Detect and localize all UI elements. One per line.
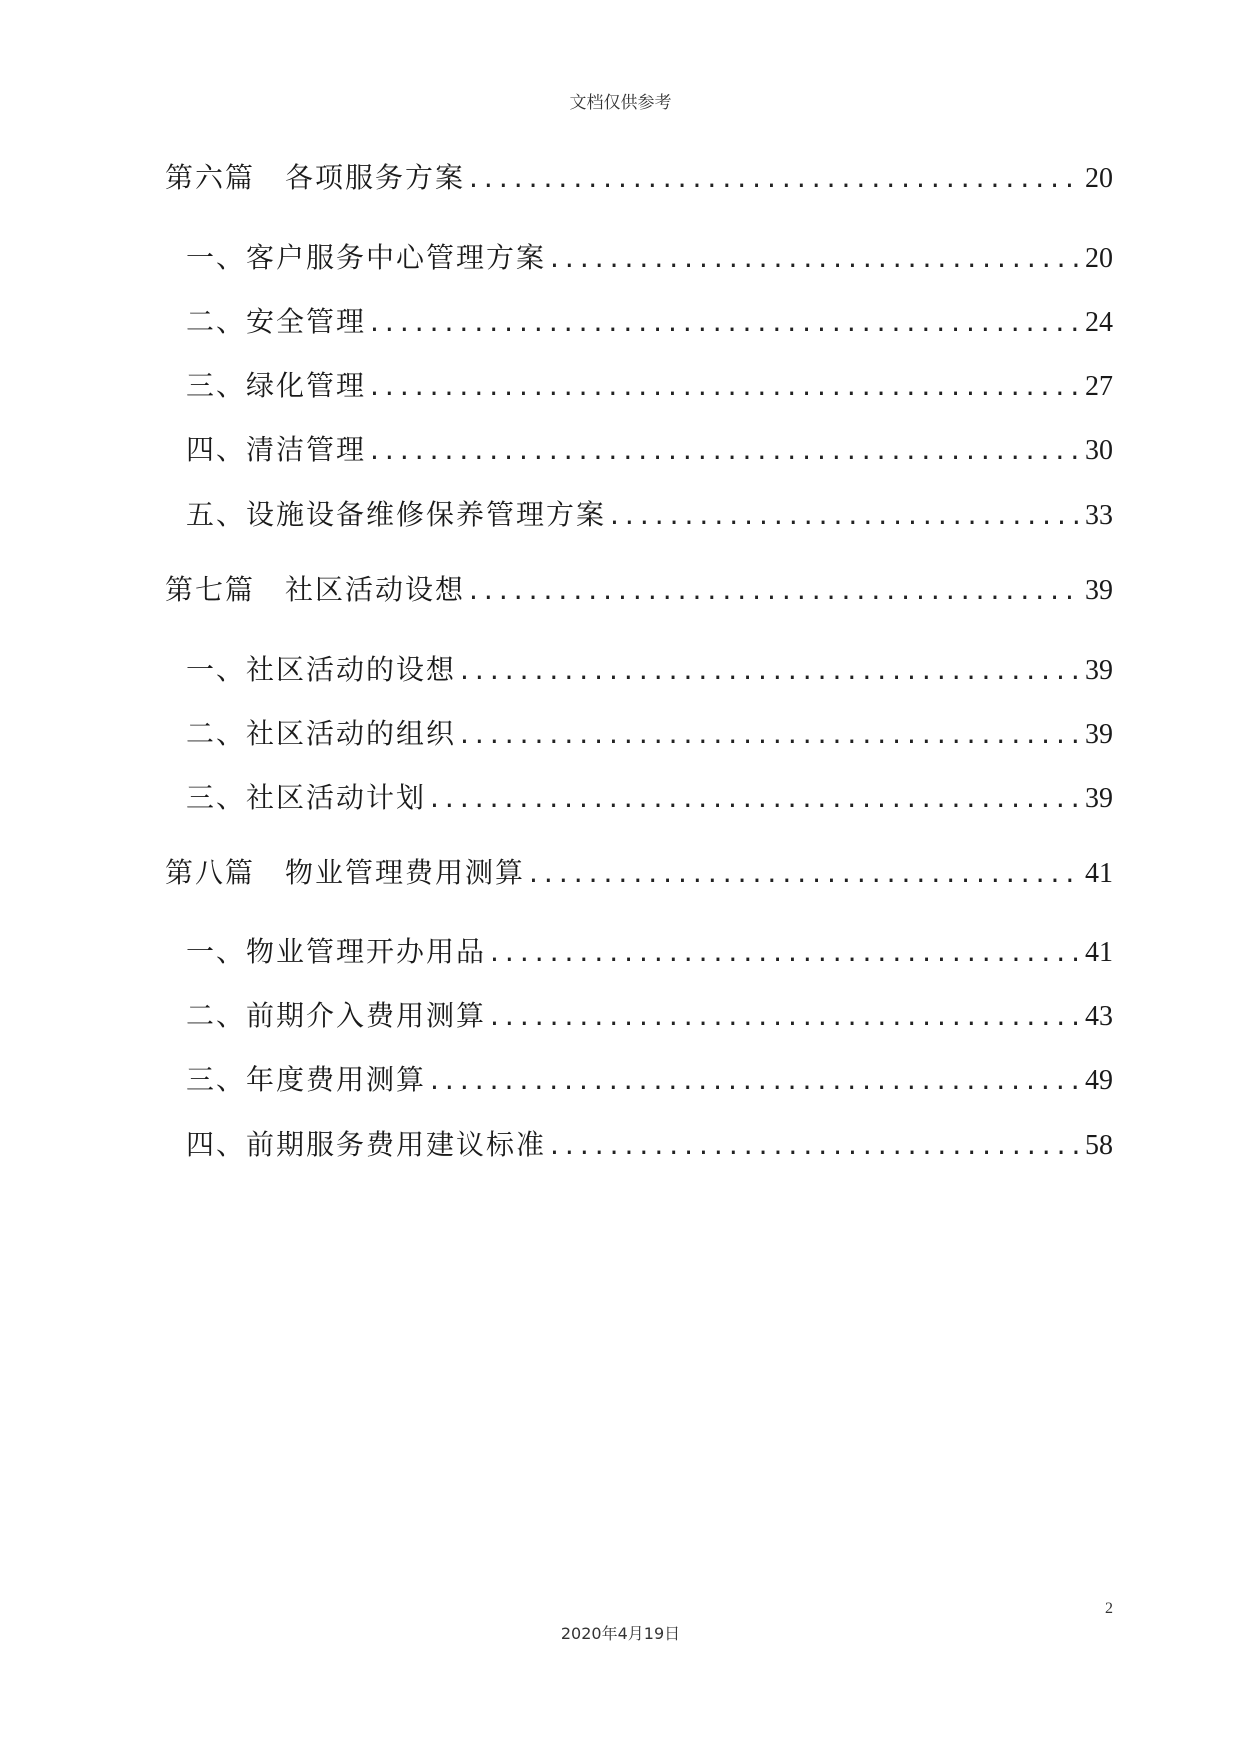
toc-entry	[186, 495, 1113, 536]
dot-leader	[430, 1060, 1081, 1100]
toc-entry	[186, 430, 1113, 471]
toc-entry-title: 五、设施设备维修保养管理方案	[186, 498, 607, 531]
dot-leader	[469, 570, 1081, 610]
dot-leader	[610, 495, 1081, 535]
toc-entry-title: 第六篇 各项服务方案	[165, 161, 466, 194]
toc-entry-title: 二、社区活动的组织	[186, 717, 457, 750]
dot-leader	[469, 158, 1081, 198]
toc-entry-title: 一、客户服务中心管理方案	[186, 241, 547, 274]
toc-entry-page: 30	[1085, 435, 1113, 466]
dot-leader	[370, 366, 1081, 406]
dot-leader	[460, 650, 1081, 690]
toc-entry-part-8	[165, 853, 1113, 894]
toc-entry	[186, 650, 1113, 691]
toc-entry	[186, 932, 1113, 973]
toc-entry-title: 第七篇 社区活动设想	[165, 573, 466, 606]
dot-leader	[460, 714, 1081, 754]
toc-entry-title: 四、前期服务费用建议标准	[186, 1128, 547, 1161]
toc-entry	[186, 996, 1113, 1037]
toc-entry-title: 四、清洁管理	[186, 433, 367, 466]
toc-entry-title: 三、绿化管理	[186, 369, 367, 402]
dot-leader	[430, 778, 1081, 818]
toc-entry-page: 49	[1085, 1065, 1113, 1096]
toc-entry-title: 二、安全管理	[186, 305, 367, 338]
toc-entry-page: 41	[1085, 937, 1113, 968]
toc-entry-page: 43	[1085, 1001, 1113, 1032]
toc-entry-page: 39	[1085, 655, 1113, 686]
page-footer-date: 2020年4月19日	[560, 1624, 681, 1643]
page-number: 2	[1105, 1600, 1113, 1617]
toc-entry-title: 二、前期介入费用测算	[186, 999, 487, 1032]
toc-entry-page: 27	[1085, 371, 1113, 402]
dot-leader	[490, 932, 1081, 972]
toc-entry-page: 20	[1085, 163, 1113, 194]
toc-entry	[186, 366, 1113, 407]
toc-entry	[186, 302, 1113, 343]
page-header: 文档仅供参考	[569, 93, 672, 113]
toc-entry-page: 58	[1085, 1130, 1113, 1161]
toc-entry-page: 20	[1085, 243, 1113, 274]
toc-entry-page: 39	[1085, 575, 1113, 606]
toc-entry-page: 39	[1085, 719, 1113, 750]
toc-entry	[186, 238, 1113, 279]
toc-entry-title: 三、社区活动计划	[186, 781, 427, 814]
dot-leader	[370, 302, 1081, 342]
toc-entry	[186, 778, 1113, 819]
toc-entry	[186, 1060, 1113, 1101]
dot-leader	[550, 1125, 1081, 1165]
toc-entry-page: 33	[1085, 500, 1113, 531]
toc-entry	[186, 714, 1113, 755]
dot-leader	[490, 996, 1081, 1036]
toc-entry-part-7	[165, 570, 1113, 611]
dot-leader	[370, 430, 1081, 470]
toc-entry-page: 39	[1085, 783, 1113, 814]
dot-leader	[550, 238, 1081, 278]
toc-entry-title: 第八篇 物业管理费用测算	[165, 856, 526, 889]
toc-entry	[186, 1125, 1113, 1166]
toc-entry-title: 一、社区活动的设想	[186, 653, 457, 686]
dot-leader	[529, 853, 1081, 893]
toc-entry-page: 41	[1085, 858, 1113, 889]
toc-entry-page: 24	[1085, 307, 1113, 338]
toc-entry-part-6	[165, 158, 1113, 199]
toc-entry-title: 三、年度费用测算	[186, 1063, 427, 1096]
toc-entry-title: 一、物业管理开办用品	[186, 935, 487, 968]
